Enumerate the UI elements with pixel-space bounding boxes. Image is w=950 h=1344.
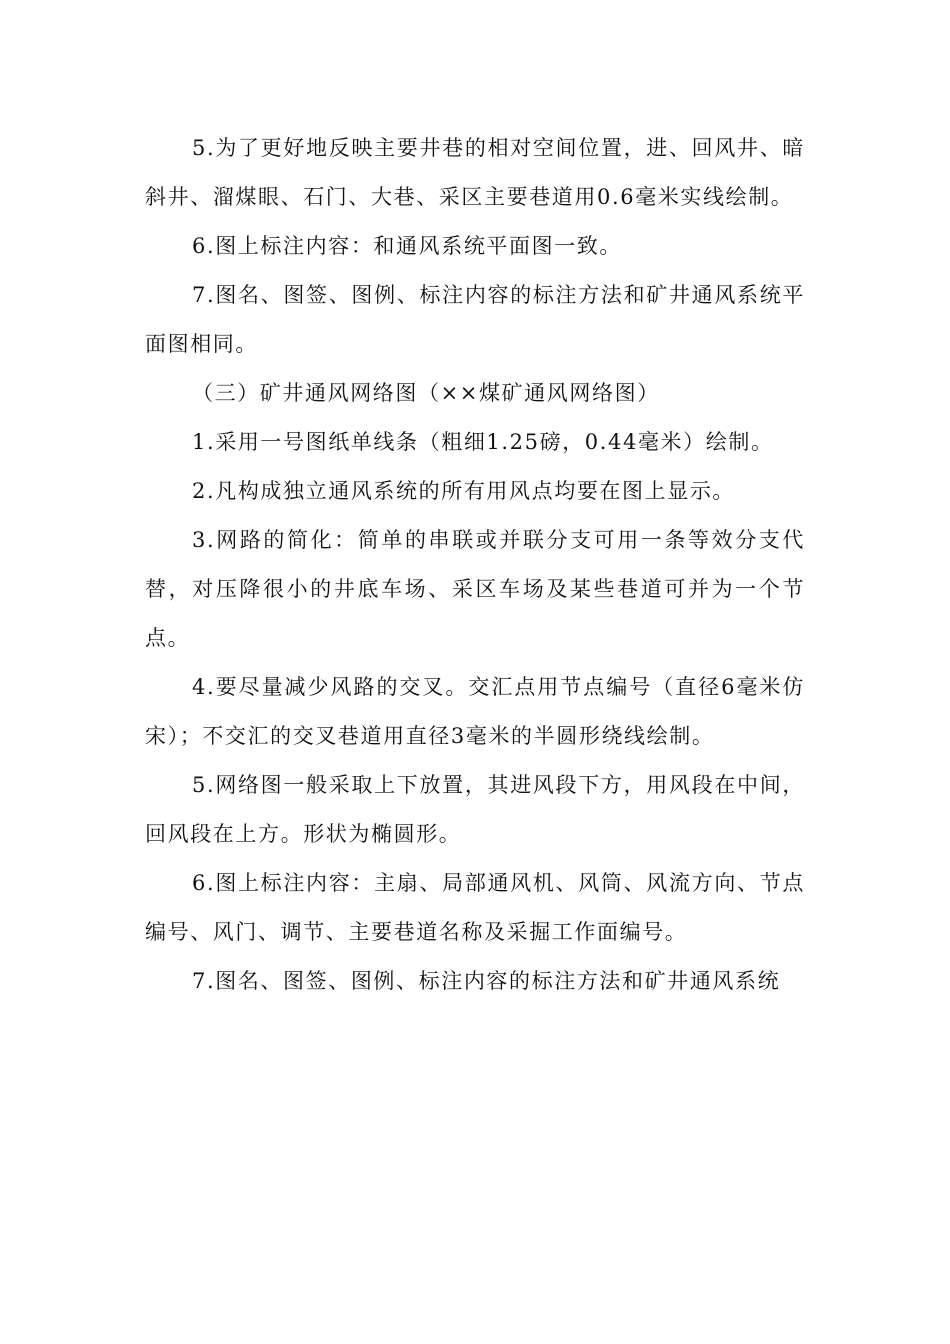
paragraph-5-line-drawing: 5.为了更好地反映主要井巷的相对空间位置，进、回风井、暗斜井、溜煤眼、石门、大巷、采区主要巷道用0.6毫米实线绘制。 bbox=[145, 136, 805, 209]
section-heading-network-diagram: （三）矿井通风网络图（××煤矿通风网络图） bbox=[192, 381, 660, 405]
paragraph-3-simplification: 3.网路的简化：简单的串联或并联分支可用一条等效分支代替，对压降很小的井底车场、采区车场及某些巷道可并为一个节点。 bbox=[145, 528, 805, 650]
paragraph-6-annotation: 6.图上标注内容：和通风系统平面图一致。 bbox=[192, 234, 623, 258]
paragraph-7-method: 7.图名、图签、图例、标注内容的标注方法和矿井通风系统 bbox=[192, 969, 781, 993]
paragraph-7-labeling-method: 7.图名、图签、图例、标注内容的标注方法和矿井通风系统平面图相同。 bbox=[145, 283, 805, 356]
document-body bbox=[145, 124, 805, 1006]
paragraph-2-air-points: 2.凡构成独立通风系统的所有用风点均要在图上显示。 bbox=[192, 479, 736, 503]
paragraph-5-layout: 5.网络图一般采取上下放置，其进风段下方，用风段在中间，回风段在上方。形状为椭圆形。 bbox=[145, 773, 805, 846]
paragraph-4-crossings: 4.要尽量减少风路的交叉。交汇点用节点编号（直径6毫米仿宋）；不交汇的交叉巷道用直径3毫米的半圆形绕线绘制。 bbox=[145, 675, 805, 748]
paragraph-6-labels: 6.图上标注内容：主扇、局部通风机、风筒、风流方向、节点编号、风门、调节、主要巷道名称及采掘工作面编号。 bbox=[145, 871, 805, 944]
paragraph-1-paper-line: 1.采用一号图纸单线条（粗细1.25磅，0.44毫米）绘制。 bbox=[192, 430, 774, 454]
